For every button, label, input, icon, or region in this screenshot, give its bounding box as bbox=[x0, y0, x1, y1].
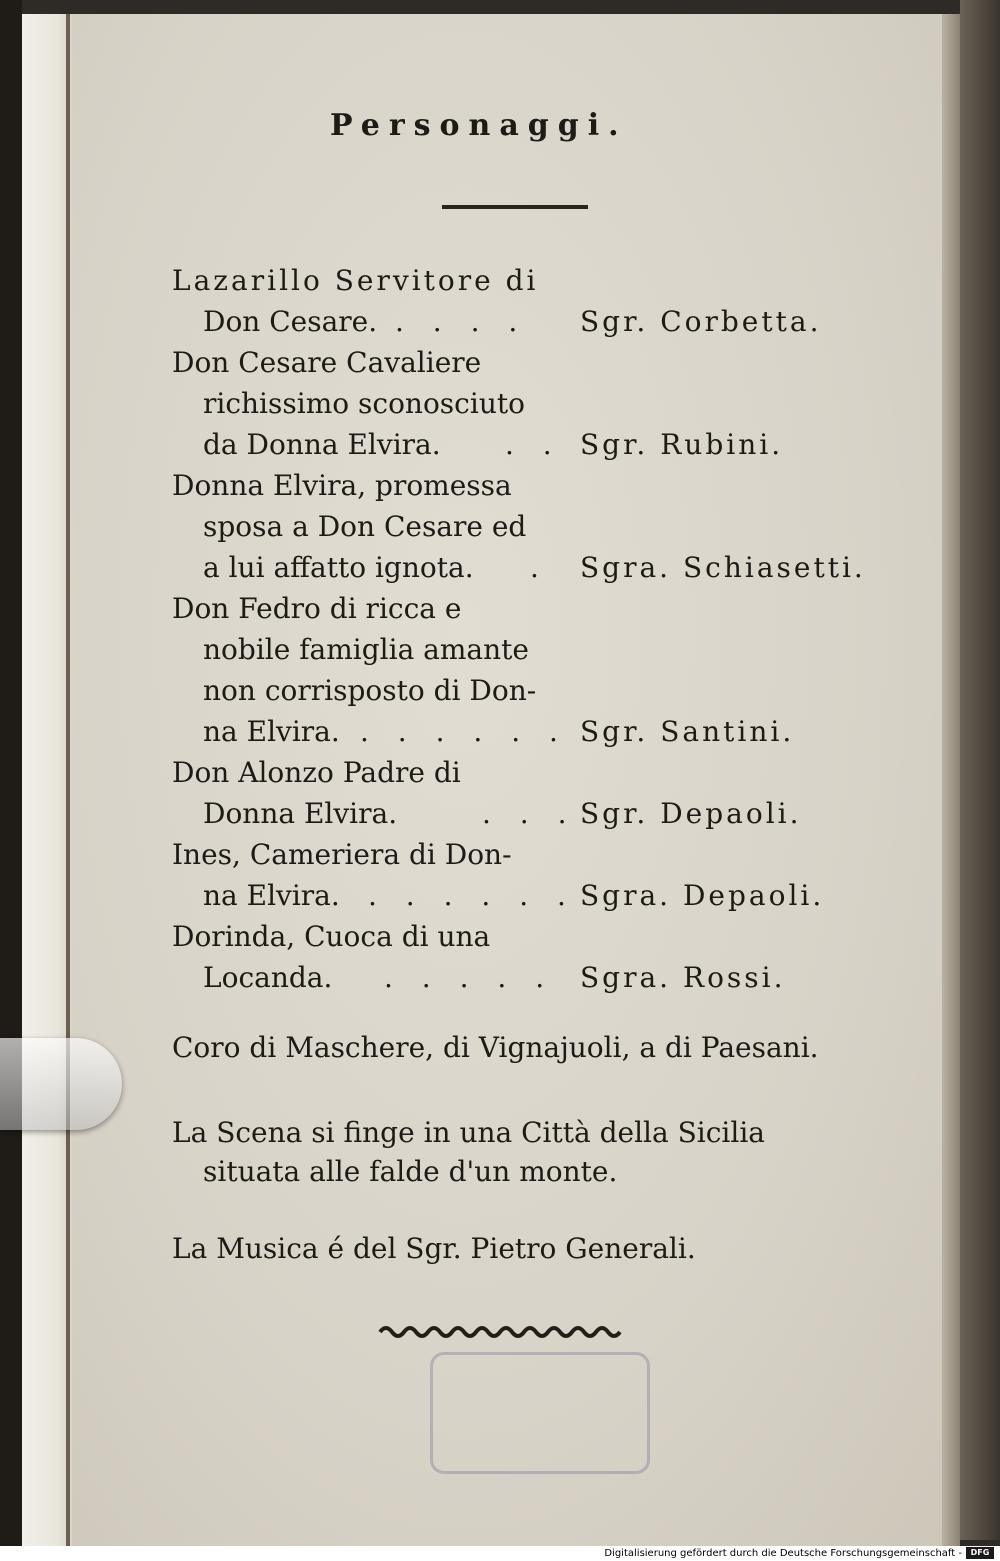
page-clip bbox=[0, 1038, 122, 1130]
cast-row bbox=[0, 302, 1000, 342]
singer-name: Sgra. Depaoli. bbox=[580, 879, 825, 912]
dfg-logo-icon: DFG bbox=[966, 1547, 994, 1559]
role-line: Don Alonzo Padre di bbox=[172, 756, 461, 789]
cast-row bbox=[0, 384, 1000, 424]
role-line: na Elvira. bbox=[203, 879, 340, 912]
role-line: Dorinda, Cuoca di una bbox=[172, 920, 491, 953]
role-line: Don Cesare Cavaliere bbox=[172, 346, 482, 379]
singer-name: Sgra. Schiasetti. bbox=[580, 551, 866, 584]
leader-dots: . . . bbox=[482, 797, 577, 830]
cast-row bbox=[0, 712, 1000, 752]
title-rule bbox=[442, 205, 588, 209]
role-line: sposa a Don Cesare ed bbox=[203, 510, 527, 543]
leader-dots: . bbox=[530, 551, 549, 584]
role-line: a lui affatto ignota. bbox=[203, 551, 474, 584]
footer-credit: Digitalisierung gefördert durch die Deutsche Forschungsgemeinschaft - bbox=[604, 1548, 962, 1559]
scene-note-continued: situata alle falde d'un monte. bbox=[203, 1155, 618, 1188]
role-line: Don Cesare. bbox=[203, 305, 378, 338]
music-note: La Musica é del Sgr. Pietro Generali. bbox=[172, 1232, 696, 1265]
cast-row bbox=[0, 753, 1000, 793]
library-stamp bbox=[430, 1352, 650, 1474]
cast-row bbox=[0, 876, 1000, 916]
scene-note: La Scena si finge in una Città della Sicilia bbox=[172, 1116, 765, 1149]
singer-name: Sgr. Santini. bbox=[580, 715, 795, 748]
decorative-flourish bbox=[378, 1320, 622, 1340]
cast-row bbox=[0, 343, 1000, 383]
leader-dots: . . . . . bbox=[384, 961, 555, 994]
leader-dots: . . bbox=[505, 428, 562, 461]
cast-row bbox=[0, 261, 1000, 301]
leader-dots: . . . . . . bbox=[360, 715, 568, 748]
singer-name: Sgr. Corbetta. bbox=[580, 305, 822, 338]
cast-row bbox=[0, 794, 1000, 834]
cast-row bbox=[0, 548, 1000, 588]
cast-row bbox=[0, 671, 1000, 711]
role-line: Ines, Cameriera di Don- bbox=[172, 838, 512, 871]
role-line: Locanda. bbox=[203, 961, 333, 994]
leader-dots: . . . . . . bbox=[368, 879, 576, 912]
role-line: na Elvira. bbox=[203, 715, 340, 748]
cast-row bbox=[0, 425, 1000, 465]
cast-row bbox=[0, 589, 1000, 629]
singer-name: Sgr. Depaoli. bbox=[580, 797, 802, 830]
cast-row bbox=[0, 958, 1000, 998]
singer-name: Sgr. Rubini. bbox=[580, 428, 784, 461]
role-line: Don Fedro di ricca e bbox=[172, 592, 462, 625]
role-line: non corrisposto di Don- bbox=[203, 674, 537, 707]
role-line: richissimo sconosciuto bbox=[203, 387, 525, 420]
leader-dots: . . . . bbox=[395, 305, 528, 338]
page-title: Personaggi. bbox=[330, 108, 628, 143]
cast-row bbox=[0, 466, 1000, 506]
role-line: Lazarillo Servitore di bbox=[172, 264, 539, 297]
role-line: da Donna Elvira. bbox=[203, 428, 441, 461]
role-line: nobile famiglia amante bbox=[203, 633, 529, 666]
role-line: Donna Elvira, promessa bbox=[172, 469, 512, 502]
singer-name: Sgra. Rossi. bbox=[580, 961, 786, 994]
cast-row bbox=[0, 835, 1000, 875]
cast-row bbox=[0, 630, 1000, 670]
cast-row bbox=[0, 917, 1000, 957]
role-line: Donna Elvira. bbox=[203, 797, 398, 830]
cast-row bbox=[0, 507, 1000, 547]
chorus-note: Coro di Maschere, di Vignajuoli, a di Paesani. bbox=[172, 1031, 819, 1064]
